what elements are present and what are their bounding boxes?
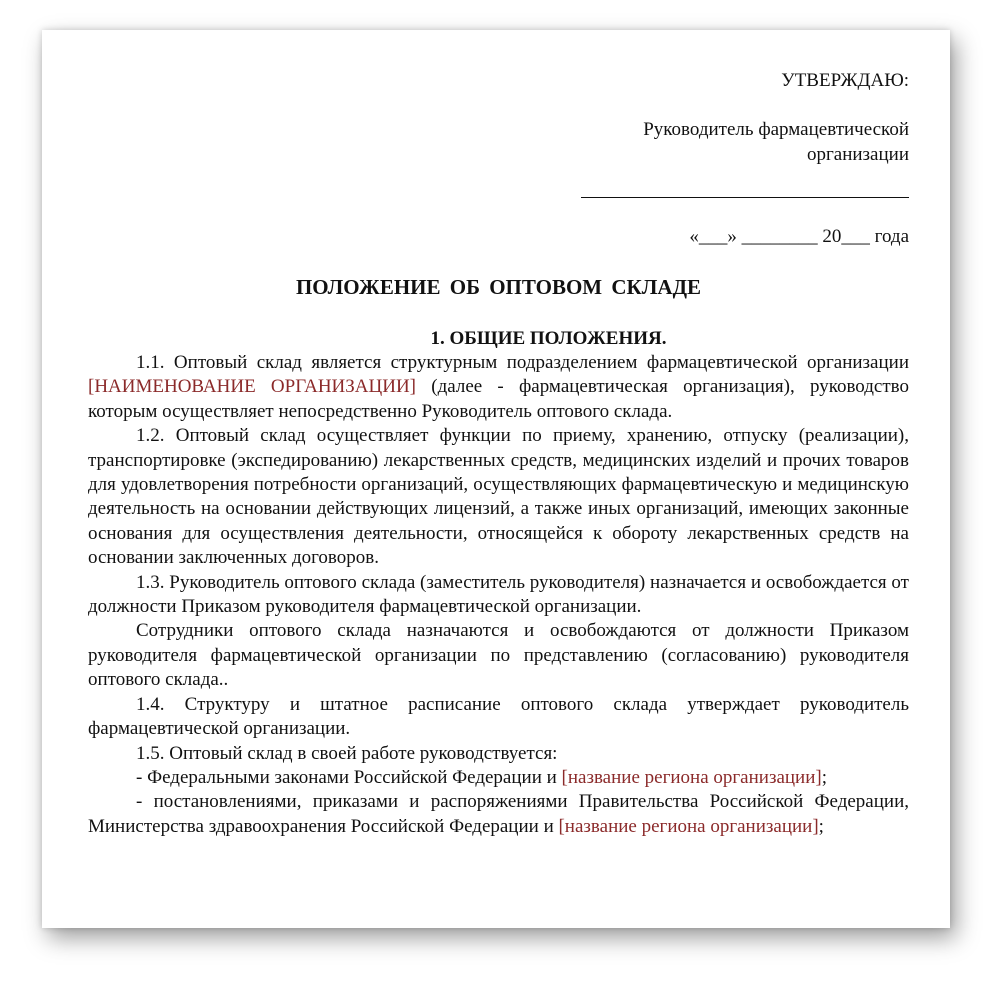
document-content	[88, 30, 909, 839]
list-item-government-acts: - постановлениями, приказами и распоряжениями Правительства Российской Федерации, Министерства здравоохранения Российской Федерации и [название региона организации];	[88, 791, 909, 837]
paragraph-1-4: 1.4. Структуру и штатное расписание оптового склада утверждает руководитель фармацевтической организации.	[88, 693, 909, 740]
paragraph-1-2: 1.2. Оптовый склад осуществляет функции по приему, хранению, отпуску (реализации), транспортировке (экспедированию) лекарственных средств, медицинских изделий и прочих товаров для удовлетворения потребности организаций, осуществляющих фармацевтическую и медицинскую деятельность на основании действующих лицензий, а также иных организаций, имеющих законные основания для осуществления деятельности, относящейся к обороту лекарственных средств на основании заключенных договоров.	[88, 425, 909, 569]
organization-name-placeholder: [НАИМЕНОВАНИЕ ОРГАНИЗАЦИИ]	[88, 376, 417, 398]
approve-label: УТВЕРЖДАЮ:	[781, 70, 909, 91]
approval-block	[88, 68, 909, 249]
paragraph-staff: Сотрудники оптового склада назначаются и освобождаются от должности Приказом руководителя фармацевтической организации по представлению (согласованию) руководителя оптового склада..	[88, 620, 909, 691]
section-heading: 1. ОБЩИЕ ПОЛОЖЕНИЯ.	[430, 328, 667, 349]
signature-line	[581, 197, 909, 198]
paragraph-1-1: 1.1. Оптовый склад является структурным подразделением фармацевтической организации [НАИМЕНОВАНИЕ ОРГАНИЗАЦИИ] (далее - фармацевтическая организация), руководство которым осуществляет непосредственно Руководитель оптового склада.	[88, 352, 910, 422]
paragraph-1-3: 1.3. Руководитель оптового склада (заместитель руководителя) назначается и освобождается от должности Приказом руководителя фармацевтической организации.	[88, 571, 909, 618]
approver-role-line-2: организации	[806, 144, 909, 165]
list-item-federal-laws: - Федеральными законами Российской Федерации и [название региона организации];	[136, 766, 827, 788]
approver-role	[88, 117, 909, 167]
region-name-placeholder: [название региона организации]	[561, 766, 822, 788]
approver-role-line-1: Руководитель фармацевтической	[643, 119, 909, 140]
document-page	[42, 30, 950, 928]
region-name-placeholder: [название региона организации]	[558, 815, 819, 837]
section-body	[88, 351, 909, 839]
paragraph-1-5: 1.5. Оптовый склад в своей работе руководствуется:	[136, 742, 558, 764]
approval-date-line: «___» ________ 20___ года	[689, 226, 909, 247]
document-title: ПОЛОЖЕНИЕ ОБ ОПТОВОМ СКЛАДЕ	[295, 275, 702, 299]
